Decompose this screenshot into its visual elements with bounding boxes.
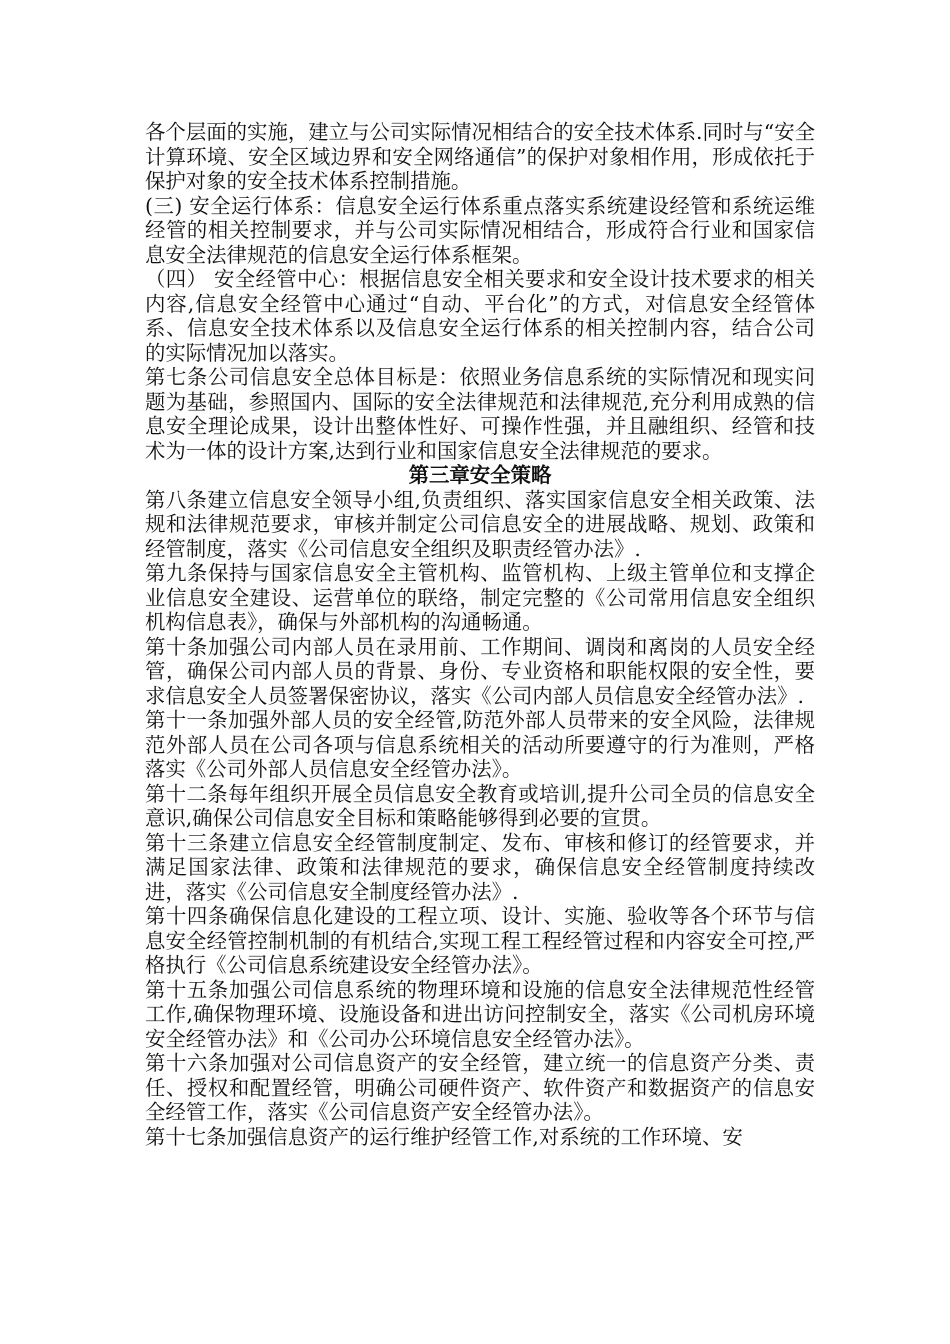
paragraph-security-operation-system: (三) 安全运行体系：信息安全运行体系重点落实系统建设经管和系统运维经管的相关控制要求，并与公司实际情况相结合，形成符合行业和国家信息安全法律规范的信息安全运行体系框架。 xyxy=(145,193,815,267)
paragraph-article-9: 第九条保持与国家信息安全主管机构、监管机构、上级主管单位和支撑企业信息安全建设、运营单位的联络，制定完整的《公司常用信息安全组织机构信息表》，确保与外部机构的沟通畅通。 xyxy=(145,561,815,634)
paragraph-security-tech-system: 各个层面的实施，建立与公司实际情况相结合的安全技术体系.同时与“安全计算环境、安全区域边界和安全网络通信”的保护对象相作用，形成依托于保护对象的安全技术体系控制措施。 xyxy=(145,120,815,193)
paragraph-article-12: 第十二条每年组织开展全员信息安全教育或培训,提升公司全员的信息安全意识,确保公司信息安全目标和策略能够得到必要的宣贯。 xyxy=(145,781,815,830)
paragraph-article-10: 第十条加强公司内部人员在录用前、工作期间、调岗和离岗的人员安全经管，确保公司内部人员的背景、身份、专业资格和职能权限的安全性，要求信息安全人员签署保密协议，落实《公司内部人员信息安全经管办法》. xyxy=(145,634,815,708)
chapter-title: 第三章安全策略 xyxy=(408,463,552,487)
paragraph-article-7: 第七条公司信息安全总体目标是：依照业务信息系统的实际情况和现实问题为基础，参照国内、国际的安全法律规范和法律规范,充分利用成熟的信息安全理论成果，设计出整体性好、可操作性强，并且融组织、经管和技术为一体的设计方案,达到行业和国家信息安全法律规范的要求。 xyxy=(145,365,815,463)
document-page xyxy=(145,120,815,1149)
paragraph-article-17: 第十七条加强信息资产的运行维护经管工作,对系统的工作环境、安 xyxy=(145,1124,743,1149)
paragraph-security-management-center: （四） 安全经管中心：根据信息安全相关要求和安全设计技术要求的相关内容,信息安全经管中心通过“自动、平台化”的方式，对信息安全经管体系、信息安全技术体系以及信息安全运行体系的相关控制内容，结合公司的实际情况加以落实。 xyxy=(145,267,815,365)
paragraph-article-14: 第十四条确保信息化建设的工程立项、设计、实施、验收等各个环节与信息安全经管控制机制的有机结合,实现工程工程经管过程和内容安全可控,严格执行《公司信息系统建设安全经管办法》。 xyxy=(145,904,815,977)
paragraph-article-15: 第十五条加强公司信息系统的物理环境和设施的信息安全法律规范性经管工作,确保物理环境、设施设备和进出访问控制安全，落实《公司机房环境安全经管办法》和《公司办公环境信息安全经管办法》。 xyxy=(145,977,815,1051)
paragraph-article-13: 第十三条建立信息安全经管制度制定、发布、审核和修订的经管要求，并满足国家法律、政策和法律规范的要求，确保信息安全经管制度持续改进，落实《公司信息安全制度经管办法》. xyxy=(145,830,815,904)
paragraph-article-8: 第八条建立信息安全领导小组,负责组织、落实国家信息安全相关政策、法规和法律规范要求，审核并制定公司信息安全的进展战略、规划、政策和经管制度，落实《公司信息安全组织及职责经管办法》. xyxy=(145,487,815,561)
paragraph-article-16: 第十六条加强对公司信息资产的安全经管，建立统一的信息资产分类、责任、授权和配置经管，明确公司硬件资产、软件资产和数据资产的信息安全经管工作，落实《公司信息资产安全经管办法》。 xyxy=(145,1051,815,1124)
paragraph-article-11: 第十一条加强外部人员的安全经管,防范外部人员带来的安全风险，法律规范外部人员在公司各项与信息系统相关的活动所要遵守的行为准则，严格落实《公司外部人员信息安全经管办法》。 xyxy=(145,708,815,781)
